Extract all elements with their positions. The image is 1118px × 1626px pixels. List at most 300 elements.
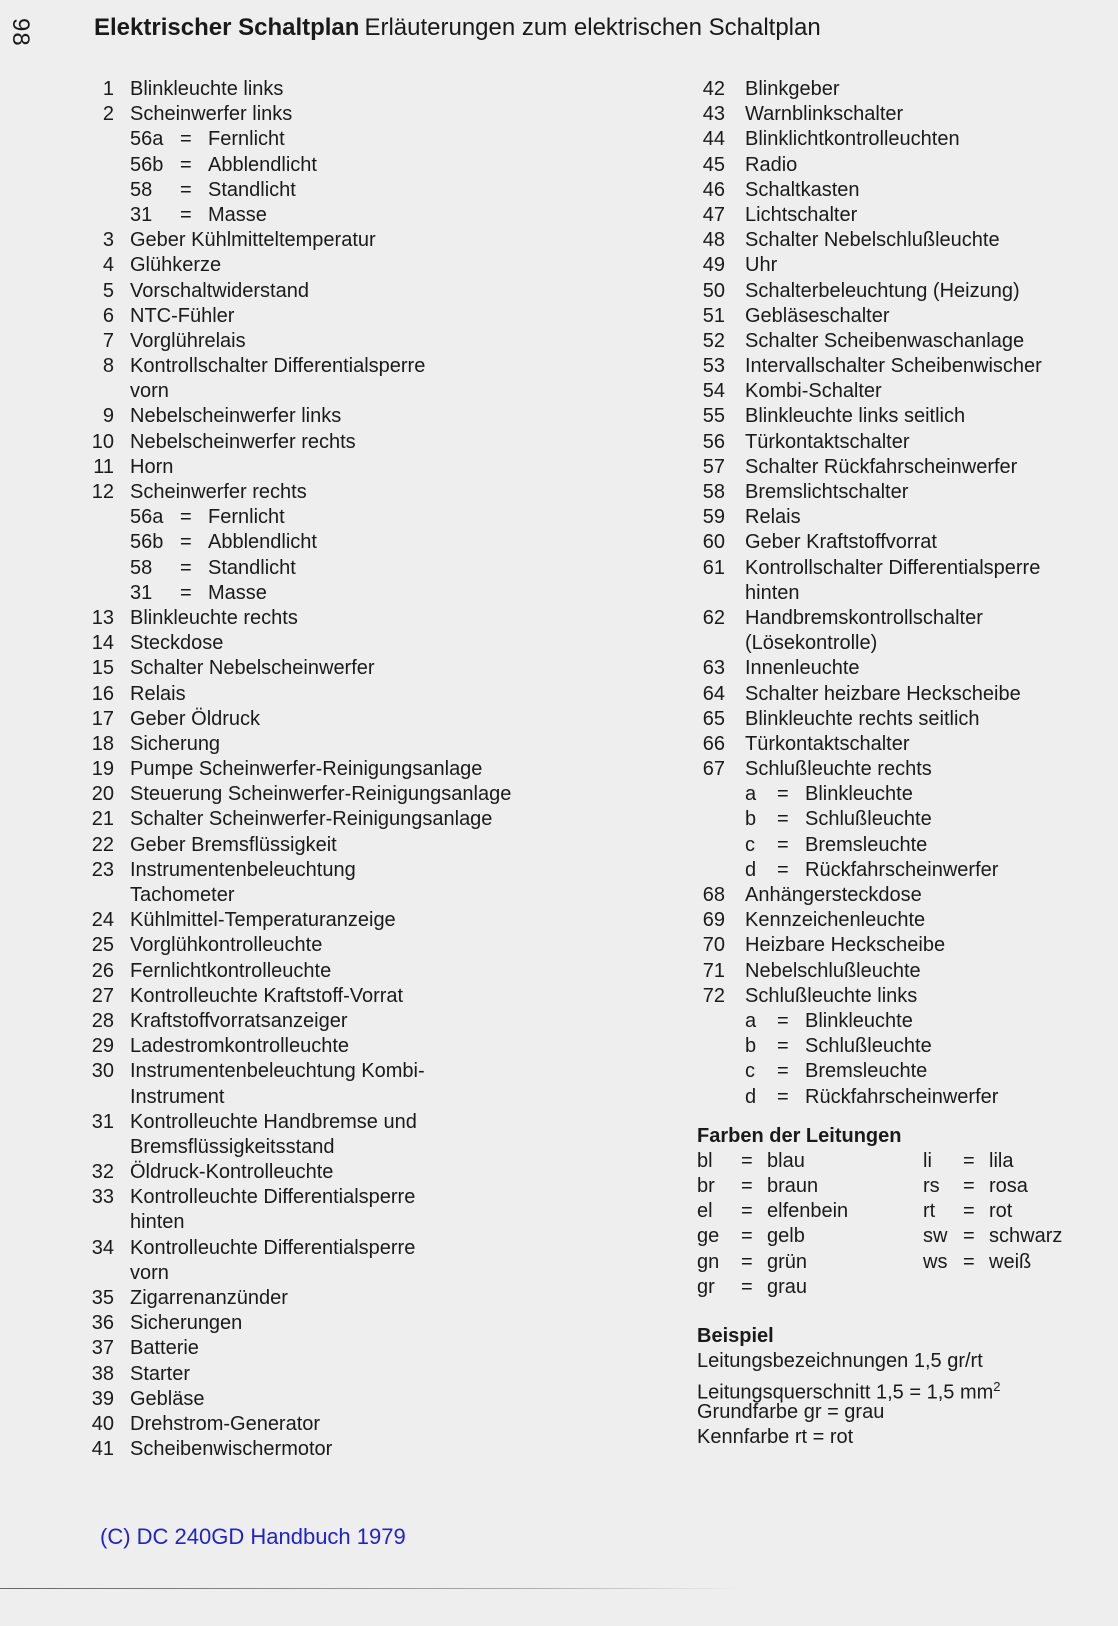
legend-item-text: Radio <box>745 153 798 176</box>
legend-item-text: Schaltkasten <box>745 178 860 201</box>
legend-item <box>84 984 584 1009</box>
legend-sub-value: Masse <box>208 203 267 226</box>
legend-item-text: Relais <box>745 506 801 529</box>
legend-item-text: Horn <box>130 455 174 478</box>
wire-color-entry <box>923 1199 1062 1224</box>
legend-item <box>697 883 1107 908</box>
legend-item-text: Türkontaktschalter <box>745 732 910 755</box>
legend-item <box>84 354 584 379</box>
legend-item-text: Schalter Nebelscheinwerfer <box>130 657 375 680</box>
legend-item <box>84 1437 584 1462</box>
example-cross-section-text: Leitungsquerschnitt 1,5 = 1,5 mm <box>697 1382 994 1405</box>
legend-item <box>84 329 584 354</box>
legend-item <box>697 178 1107 203</box>
legend-item <box>84 430 584 455</box>
wire-color-equals: = <box>741 1225 753 1248</box>
wire-color-abbr: rt <box>923 1200 936 1223</box>
legend-sub-item <box>84 178 584 203</box>
legend-item <box>697 77 1107 102</box>
legend-sub-item <box>697 1034 1107 1059</box>
wire-color-abbr: rs <box>923 1175 940 1198</box>
wire-color-equals: = <box>741 1149 753 1172</box>
legend-sub-item <box>697 1009 1107 1034</box>
legend-sub-value: Rückfahrscheinwerfer <box>805 1085 999 1108</box>
wire-color-abbr: sw <box>923 1225 948 1248</box>
legend-item <box>84 707 584 732</box>
legend-item-number: 60 <box>702 531 725 554</box>
legend-item-number: 63 <box>702 657 725 680</box>
legend-sub-code: 56b <box>130 153 164 176</box>
legend-item-text: Drehstrom-Generator <box>130 1412 321 1435</box>
legend-item-continuation: Instrument <box>130 1085 225 1108</box>
legend-item-number: 8 <box>102 355 114 378</box>
legend-item-number: 55 <box>702 405 725 428</box>
wire-color-equals: = <box>963 1250 975 1273</box>
legend-item <box>84 1286 584 1311</box>
legend-item-number: 34 <box>91 1236 114 1259</box>
legend-item-number: 50 <box>702 279 725 302</box>
legend-sub-item <box>697 807 1107 832</box>
legend-item-number: 53 <box>702 355 725 378</box>
legend-item-text: Pumpe Scheinwerfer-Reinigungsanlage <box>130 758 483 781</box>
legend-item <box>84 279 584 304</box>
legend-item <box>84 782 584 807</box>
legend-item-number: 35 <box>91 1287 114 1309</box>
legend-sub-value: Schlußleuchte <box>805 808 932 831</box>
legend-item-number: 3 <box>102 229 114 252</box>
legend-item <box>84 757 584 782</box>
legend-sub-code: b <box>745 1035 757 1058</box>
legend-item-text: Kontrollschalter Differentialsperre <box>745 556 1041 579</box>
example-line-designation: Leitungsbezeichnungen 1,5 gr/rt <box>697 1350 983 1373</box>
legend-sub-item <box>697 1085 1107 1110</box>
legend-item-number: 69 <box>702 909 725 932</box>
wire-color-entry <box>697 1275 848 1300</box>
legend-item-text: Uhr <box>745 254 778 277</box>
legend-item-text: Gebläse <box>130 1387 205 1410</box>
legend-item <box>697 908 1107 933</box>
wire-color-abbr: gn <box>697 1250 720 1273</box>
legend-sub-value: Fernlicht <box>208 128 285 151</box>
legend-item-number: 52 <box>702 329 725 352</box>
legend-left-column <box>84 77 584 1462</box>
wire-color-equals: = <box>741 1250 753 1273</box>
legend-sub-code: c <box>745 1060 755 1083</box>
wire-color-name: weiß <box>989 1250 1032 1273</box>
legend-sub-code: a <box>745 783 757 806</box>
legend-item <box>697 959 1107 984</box>
page-title: Elektrischer Schaltplan <box>94 14 360 41</box>
legend-item <box>84 1336 584 1361</box>
legend-item-text: Türkontaktschalter <box>745 430 910 453</box>
legend-item-number: 31 <box>91 1110 114 1133</box>
legend-item <box>84 833 584 858</box>
wire-color-entry <box>923 1149 1062 1174</box>
legend-item-number: 47 <box>702 203 725 226</box>
example-line-cross-section <box>697 1374 1107 1405</box>
legend-item <box>84 1160 584 1185</box>
wire-color-equals: = <box>963 1200 975 1223</box>
legend-item <box>84 1059 584 1084</box>
legend-item-number: 33 <box>91 1186 114 1209</box>
legend-item <box>84 1362 584 1387</box>
legend-sub-item <box>697 1059 1107 1084</box>
wire-color-entry <box>697 1199 848 1224</box>
legend-item-number: 4 <box>102 254 114 277</box>
legend-sub-value: Blinkleuchte <box>805 1009 913 1032</box>
legend-sub-item <box>84 556 584 581</box>
legend-item <box>697 682 1107 707</box>
wire-color-abbr: el <box>697 1200 713 1223</box>
legend-item <box>84 1387 584 1412</box>
legend-item <box>697 404 1107 429</box>
legend-item-text: Blinkleuchte links <box>130 78 284 100</box>
wire-color-equals: = <box>963 1149 975 1172</box>
legend-item-text: Steckdose <box>130 632 224 655</box>
legend-item <box>697 455 1107 480</box>
legend-item-number: 46 <box>702 178 725 201</box>
legend-item <box>697 329 1107 354</box>
legend-sub-code: d <box>745 858 757 881</box>
legend-item-number: 28 <box>91 1009 114 1032</box>
legend-item-text: Sicherung <box>130 732 221 755</box>
legend-item-continuation: vorn <box>130 380 169 403</box>
legend-item-text: Nebelschlußleuchte <box>745 959 921 982</box>
legend-sub-value: Abblendlicht <box>208 153 317 176</box>
legend-item-number: 29 <box>91 1035 114 1058</box>
legend-item-text: Blinklichtkontrolleuchten <box>745 128 960 151</box>
legend-item-number: 57 <box>702 455 725 478</box>
legend-item <box>84 304 584 329</box>
legend-item-number: 20 <box>91 783 114 806</box>
wire-color-abbr: bl <box>697 1149 713 1172</box>
legend-item <box>697 530 1107 555</box>
legend-item-number: 22 <box>91 833 114 856</box>
legend-item <box>84 1110 584 1135</box>
legend-item-number: 45 <box>702 153 725 176</box>
example-line-marker-color: Kennfarbe rt = rot <box>697 1425 854 1448</box>
legend-item-text: Scheinwerfer rechts <box>130 481 307 503</box>
legend-item-number: 43 <box>702 103 725 126</box>
legend-item <box>84 455 584 480</box>
legend-item-number: 14 <box>91 632 114 655</box>
legend-sub-item <box>697 858 1107 883</box>
legend-item-text: Blinkleuchte rechts <box>130 606 298 629</box>
wire-color-abbr: br <box>697 1175 715 1198</box>
legend-item-text: Scheinwerfer links <box>130 103 293 126</box>
legend-item-text: Kraftstoffvorratsanzeiger <box>130 1009 348 1032</box>
legend-sub-code: c <box>745 833 755 856</box>
legend-item-number: 7 <box>102 329 114 352</box>
legend-item-text: Instrumentenbeleuchtung Kombi- <box>130 1060 425 1083</box>
legend-sub-code: d <box>745 1085 757 1108</box>
legend-item-number: 25 <box>91 934 114 957</box>
legend-item-text: Öldruck-Kontrolleuchte <box>130 1161 334 1184</box>
legend-item-text: Kontrolleuchte Differentialsperre <box>130 1186 416 1209</box>
page-header <box>94 14 821 42</box>
legend-item <box>697 127 1107 152</box>
legend-item-continuation: vorn <box>130 1261 169 1284</box>
legend-item-number: 19 <box>91 758 114 781</box>
wire-color-entry <box>697 1250 848 1275</box>
legend-sub-code: b <box>745 808 757 831</box>
example-line-base-color: Grundfarbe gr = grau <box>697 1400 885 1423</box>
wire-color-entry <box>697 1224 848 1249</box>
legend-item <box>697 203 1107 228</box>
legend-sub-item <box>84 530 584 555</box>
legend-item-text: Geber Kraftstoffvorrat <box>745 531 937 554</box>
legend-item-text: Steuerung Scheinwerfer-Reinigungsanlage <box>130 783 512 806</box>
legend-item <box>697 430 1107 455</box>
legend-sub-equals: = <box>180 506 192 529</box>
legend-sub-equals: = <box>180 581 192 604</box>
legend-item-number: 64 <box>702 682 725 705</box>
wire-color-name: blau <box>767 1149 805 1172</box>
legend-item <box>84 102 584 127</box>
legend-item <box>697 153 1107 178</box>
legend-item <box>697 556 1107 581</box>
legend-item-number: 59 <box>702 506 725 529</box>
legend-sub-equals: = <box>777 858 789 881</box>
legend-item-number: 13 <box>91 606 114 629</box>
legend-item-text: Fernlichtkontrolleuchte <box>130 959 332 982</box>
legend-item-text: Blinkleuchte links seitlich <box>745 405 966 428</box>
legend-item-continuation: Bremsflüssigkeitsstand <box>130 1135 335 1158</box>
legend-item <box>84 1034 584 1059</box>
legend-item-text: Warnblinkschalter <box>745 103 904 126</box>
scan-edge-line <box>0 1588 740 1589</box>
legend-item-number: 49 <box>702 254 725 277</box>
legend-item-text: Batterie <box>130 1337 199 1360</box>
legend-item <box>84 1236 584 1261</box>
legend-item <box>697 253 1107 278</box>
legend-item-number: 72 <box>702 984 725 1007</box>
legend-item-number: 27 <box>91 984 114 1007</box>
wire-color-name: lila <box>989 1149 1014 1172</box>
legend-item-number: 37 <box>91 1337 114 1360</box>
legend-sub-equals: = <box>777 783 789 806</box>
legend-item-text: Lichtschalter <box>745 203 858 226</box>
wire-color-name: grün <box>767 1250 808 1273</box>
legend-item <box>697 606 1107 631</box>
legend-item-number: 10 <box>91 430 114 453</box>
legend-item <box>84 480 584 505</box>
wire-color-name: grau <box>767 1275 808 1298</box>
page-number: 98 <box>7 18 34 47</box>
legend-sub-value: Masse <box>208 581 267 604</box>
wire-color-abbr: gr <box>697 1275 715 1298</box>
legend-item-text: Geber Bremsflüssigkeit <box>130 833 337 856</box>
legend-item-text: Kontrolleuchte Differentialsperre <box>130 1236 416 1259</box>
legend-item-number: 48 <box>702 229 725 252</box>
legend-item-text: Kontrolleuchte Handbremse und <box>130 1110 417 1133</box>
legend-sub-equals: = <box>180 203 192 226</box>
legend-item-text: Blinkleuchte rechts seitlich <box>745 707 980 730</box>
wire-color-name: rosa <box>989 1175 1028 1198</box>
legend-sub-code: 56a <box>130 128 164 151</box>
legend-item-number: 56 <box>702 430 725 453</box>
legend-item <box>697 984 1107 1009</box>
legend-item-number: 17 <box>91 707 114 730</box>
wire-color-abbr: li <box>923 1149 932 1172</box>
legend-item-number: 12 <box>91 481 114 503</box>
legend-item <box>84 1185 584 1210</box>
legend-item-text: Zigarrenanzünder <box>130 1287 288 1309</box>
legend-sub-code: a <box>745 1009 757 1032</box>
legend-item-number: 16 <box>91 682 114 705</box>
wire-color-name: elfenbein <box>767 1200 849 1223</box>
legend-item-text: Bremslichtschalter <box>745 481 909 503</box>
legend-sub-value: Bremsleuchte <box>805 1060 928 1083</box>
wire-color-equals: = <box>741 1275 753 1298</box>
legend-item-continuation: Tachometer <box>130 884 235 906</box>
legend-item <box>84 77 584 102</box>
wire-color-name: braun <box>767 1175 819 1198</box>
legend-item <box>697 279 1107 304</box>
legend-item-number: 11 <box>93 455 114 478</box>
legend-item-number: 67 <box>702 758 725 781</box>
legend-item-number: 9 <box>102 405 114 428</box>
legend-sub-value: Abblendlicht <box>208 531 317 554</box>
legend-item <box>84 959 584 984</box>
legend-sub-value: Standlicht <box>208 178 296 201</box>
legend-item-number: 38 <box>91 1362 114 1385</box>
legend-item-text: Anhängersteckdose <box>745 884 922 906</box>
legend-item-text: Handbremskontrollschalter <box>745 606 983 629</box>
legend-item-text: Geber Öldruck <box>130 707 261 730</box>
legend-item-text: Schlußleuchte links <box>745 984 918 1007</box>
legend-item-number: 70 <box>702 934 725 957</box>
legend-item-text: Innenleuchte <box>745 657 860 680</box>
wire-color-name: gelb <box>767 1225 805 1248</box>
legend-item-number: 42 <box>702 78 725 100</box>
wire-color-entry <box>697 1149 848 1174</box>
legend-item <box>84 1412 584 1437</box>
legend-item <box>84 908 584 933</box>
legend-item-text: Blinkgeber <box>745 78 840 100</box>
legend-right-list <box>697 77 1107 1110</box>
legend-item-text: Kombi-Schalter <box>745 380 882 403</box>
legend-item-text: Vorschaltwiderstand <box>130 279 309 302</box>
legend-item-text: Kühlmittel-Temperaturanzeige <box>130 909 396 932</box>
legend-item-number: 30 <box>91 1060 114 1083</box>
legend-item-number: 26 <box>91 959 114 982</box>
legend-item <box>697 505 1107 530</box>
legend-item-text: Starter <box>130 1362 191 1385</box>
legend-sub-code: 31 <box>130 203 153 226</box>
legend-sub-equals: = <box>777 1035 789 1058</box>
legend-sub-equals: = <box>777 833 789 856</box>
legend-item <box>84 631 584 656</box>
legend-item-text: Heizbare Heckscheibe <box>745 934 946 957</box>
legend-item-number: 39 <box>91 1387 114 1410</box>
legend-item-text: NTC-Fühler <box>130 304 235 327</box>
legend-item-number: 21 <box>91 808 114 831</box>
legend-item <box>84 404 584 429</box>
legend-sub-value: Bremsleuchte <box>805 833 928 856</box>
legend-item <box>84 682 584 707</box>
legend-item-text: Scheibenwischermotor <box>130 1438 333 1461</box>
legend-item <box>697 732 1107 757</box>
wire-color-entry <box>923 1224 1062 1249</box>
legend-item-text: Vorglühkontrolleuchte <box>130 934 323 957</box>
legend-item-text: Kontrolleuchte Kraftstoff-Vorrat <box>130 984 404 1007</box>
legend-item-number: 68 <box>702 884 725 906</box>
legend-item-number: 65 <box>702 707 725 730</box>
legend-item-text: Schalter Rückfahrscheinwerfer <box>745 455 1018 478</box>
legend-item-number: 1 <box>102 78 114 100</box>
legend-item-number: 24 <box>91 909 114 932</box>
legend-sub-code: 58 <box>130 556 153 579</box>
legend-item-text: Gebläseschalter <box>745 304 890 327</box>
legend-item-number: 36 <box>91 1312 114 1335</box>
legend-item-number: 23 <box>91 858 114 881</box>
legend-item <box>697 933 1107 958</box>
legend-item-text: Ladestromkontrolleuchte <box>130 1035 350 1058</box>
legend-item-number: 71 <box>702 959 725 982</box>
wire-colors-table <box>697 1149 1107 1300</box>
legend-item-text: Kennzeichenleuchte <box>745 909 926 932</box>
example-heading: Beispiel <box>697 1325 774 1348</box>
legend-sub-value: Fernlicht <box>208 506 285 529</box>
legend-item-number: 66 <box>702 732 725 755</box>
wire-color-entry <box>923 1250 1062 1275</box>
legend-item-number: 15 <box>91 657 114 680</box>
legend-item-text: Intervallschalter Scheibenwischer <box>745 355 1042 378</box>
legend-item-number: 5 <box>102 279 114 302</box>
legend-sub-equals: = <box>180 178 192 201</box>
legend-item-number: 6 <box>102 304 114 327</box>
wire-color-equals: = <box>741 1175 753 1198</box>
legend-sub-value: Standlicht <box>208 556 296 579</box>
legend-sub-code: 56a <box>130 506 164 529</box>
legend-sub-item <box>84 581 584 606</box>
legend-item-text: Nebelscheinwerfer rechts <box>130 430 356 453</box>
legend-item-text: Schalter Scheinwerfer-Reinigungsanlage <box>130 808 493 831</box>
legend-sub-code: 31 <box>130 581 153 604</box>
legend-item-number: 62 <box>702 606 725 629</box>
legend-sub-value: Schlußleuchte <box>805 1035 932 1058</box>
legend-item-text: Kontrollschalter Differentialsperre <box>130 355 426 378</box>
legend-item <box>84 858 584 883</box>
legend-sub-code: 58 <box>130 178 153 201</box>
legend-item-text: Schalter Nebelschlußleuchte <box>745 229 1000 252</box>
legend-sub-equals: = <box>777 1060 789 1083</box>
wire-color-name: schwarz <box>989 1225 1063 1248</box>
legend-sub-equals: = <box>777 808 789 831</box>
legend-item-number: 58 <box>702 481 725 503</box>
legend-item <box>697 102 1107 127</box>
legend-sub-equals: = <box>180 556 192 579</box>
legend-item <box>84 807 584 832</box>
legend-item-number: 40 <box>91 1412 114 1435</box>
legend-item-text: Schalter Scheibenwaschanlage <box>745 329 1025 352</box>
legend-item-text: Vorglührelais <box>130 329 246 352</box>
legend-item <box>697 354 1107 379</box>
legend-sub-equals: = <box>180 531 192 554</box>
legend-item <box>697 228 1107 253</box>
legend-sub-equals: = <box>180 153 192 176</box>
legend-item-text: Relais <box>130 682 186 705</box>
wire-color-abbr: ws <box>923 1250 948 1273</box>
legend-item <box>697 480 1107 505</box>
legend-item-number: 32 <box>91 1161 114 1184</box>
legend-item <box>84 228 584 253</box>
wire-color-abbr: ge <box>697 1225 720 1248</box>
legend-item <box>697 707 1107 732</box>
legend-sub-item <box>697 833 1107 858</box>
wire-colors-right <box>923 1149 1062 1275</box>
